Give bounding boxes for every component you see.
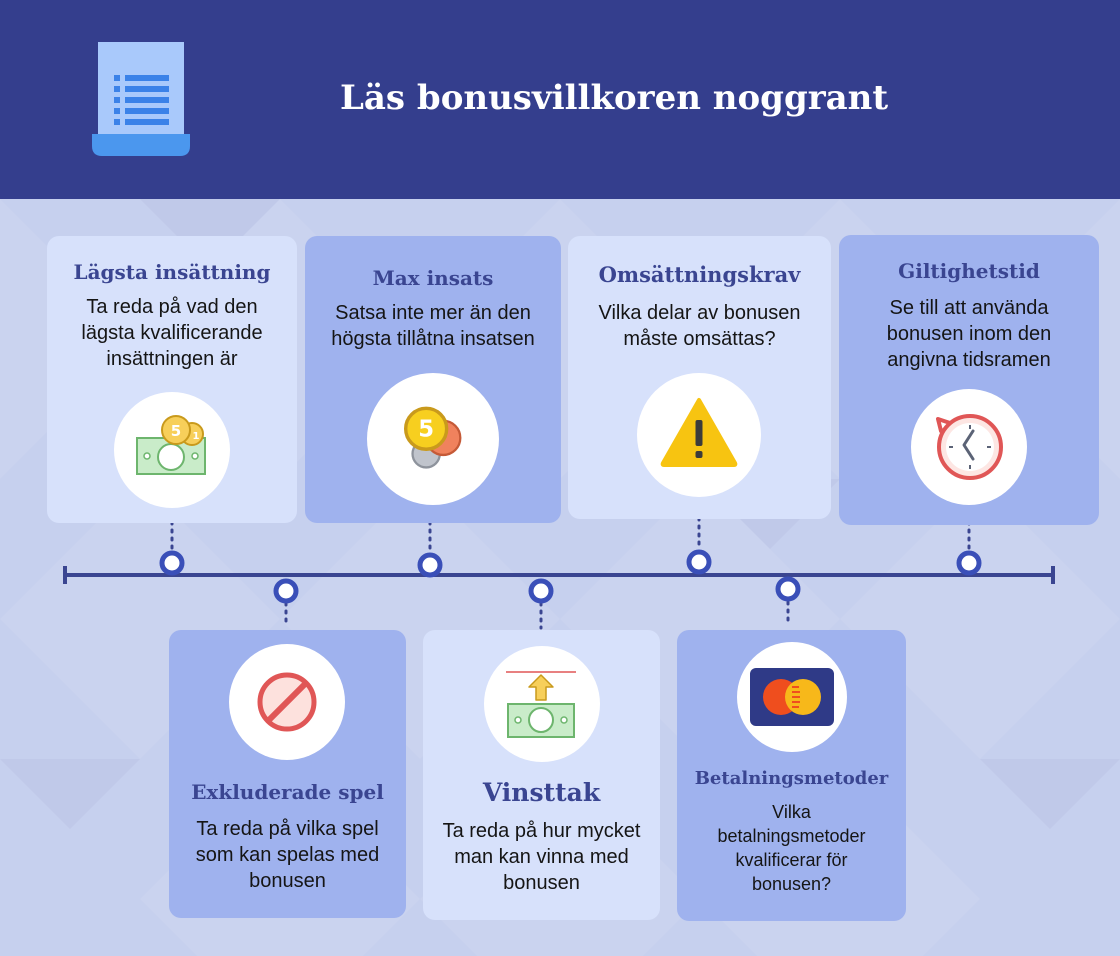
card-description: Ta reda på vad den lägsta kvalificerande insättningen är: [81, 296, 263, 370]
icon-circle: [637, 373, 761, 497]
card-title: Giltighetstid: [898, 259, 1040, 283]
credit-card-icon: [737, 642, 847, 752]
card-description: Se till att använda bonusen inom den angivna tidsramen: [886, 297, 1052, 371]
card-title: Max insats: [372, 266, 494, 290]
svg-text:1: 1: [192, 431, 200, 442]
card-description: Satsa inte mer än den högsta tillåtna insatsen: [331, 302, 535, 350]
svg-text:5: 5: [418, 416, 435, 443]
warning-icon: [637, 373, 761, 497]
card-title: Vinsttak: [482, 778, 601, 807]
icon-circle: [229, 644, 345, 760]
coin-stack-icon: [367, 373, 499, 505]
card-exkluderade-spel: [169, 630, 406, 918]
card-title: Lägsta insättning: [73, 260, 271, 284]
page-title: Läs bonusvillkoren noggrant: [340, 78, 889, 118]
card-title: Omsättningskrav: [598, 262, 801, 287]
card-title: Exkluderade spel: [191, 780, 384, 804]
card-max-insats: [305, 236, 561, 523]
card-omsattningskrav: [568, 236, 831, 519]
clock-history-icon: [911, 389, 1027, 505]
card-description: Ta reda på vilka spel som kan spelas med bonusen: [195, 818, 380, 892]
money-coins-icon: [114, 392, 230, 508]
card-vinsttak: [423, 630, 660, 920]
card-lagsta-insattning: [47, 236, 297, 523]
document-list-icon: [92, 42, 190, 158]
icon-circle: [484, 646, 600, 762]
card-title: Betalningsmetoder: [694, 768, 889, 789]
card-description: Vilka betalningsmetoder kvalificerar för bonusen?: [717, 802, 866, 894]
icon-circle: [737, 642, 847, 752]
card-description: Vilka delar av bonusen måste omsättas?: [598, 302, 801, 350]
card-description: Ta reda på hur mycket man kan vinna med bonusen: [442, 820, 641, 894]
icon-circle: [367, 373, 499, 505]
icon-circle: [114, 392, 230, 508]
header-banner: [0, 0, 1120, 199]
money-limit-icon: [484, 646, 600, 762]
card-betalningsmetoder: [677, 630, 906, 921]
svg-text:5: 5: [170, 422, 182, 440]
prohibited-icon: [229, 644, 345, 760]
icon-circle: [911, 389, 1027, 505]
card-giltighetstid: [839, 235, 1099, 525]
